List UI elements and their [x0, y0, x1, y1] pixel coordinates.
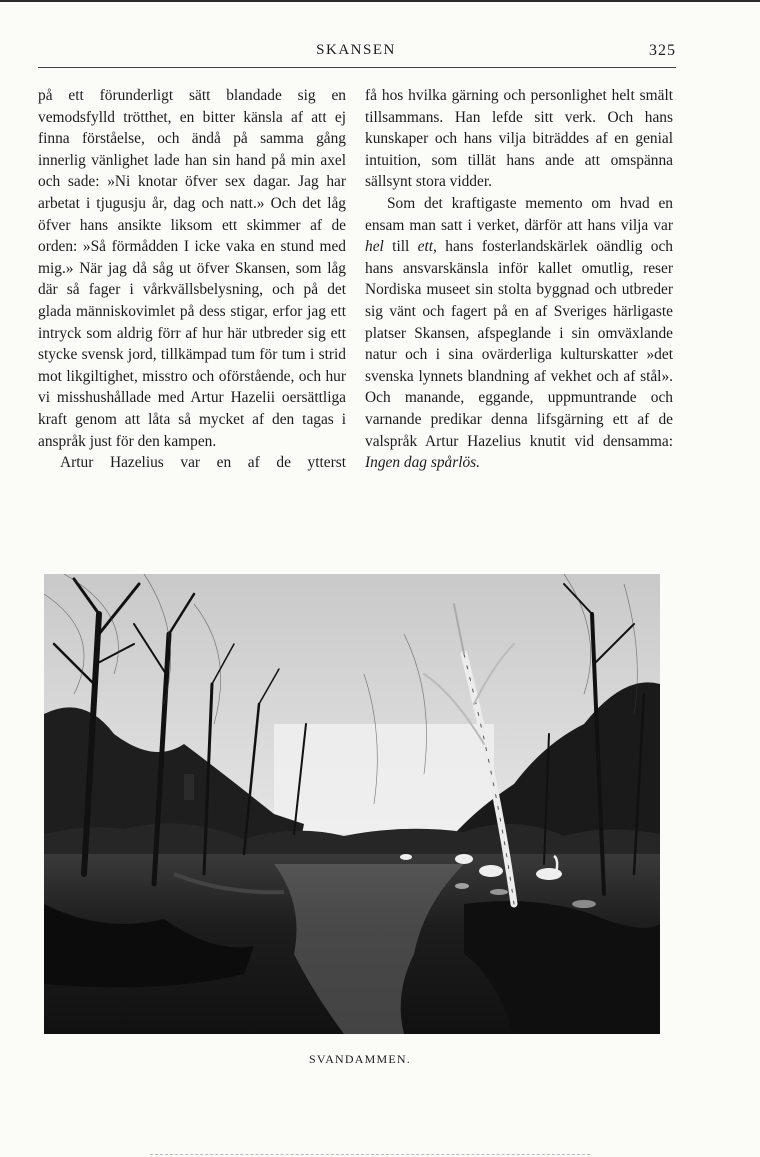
running-header: [36, 42, 676, 66]
left-paragraph-2: Artur Hazelius var en af de ytterst: [60, 454, 346, 472]
figure-caption: SVANDAMMEN.: [309, 1052, 411, 1066]
paragraph-text: hans fosterlandskärlek oändlig och hans ansvarskänsla inför kallet omutlig, reser Nordiska museet sin stolta byggnad och utbreder sig vänt och fagert på en af Sveriges härligaste platser Skansen, afspeglande i sin omväxlande natur och i sina ovärderliga kulturskatter »det svenska lynnets blandning af vekhet och af stål». Och manande, eggande, uppmuntrande och varnande predikar denna lifsgärning ett af de valspråk Artur Hazelius knutit vid densamma:: [365, 238, 673, 450]
paragraph-text: Som det kraftigaste memento om hvad en ensam man satt i verket, därför att hans vilja var: [365, 194, 673, 234]
right-paragraph-1: få hos hvilka gärning och personlighet helt smält tillsammans. Han lefde sitt verk. Och hans kunskaper och hans vilja biträddes af en genial intuition, som tillät hans ande att omspänna sällsynt stora vidder.: [365, 87, 673, 191]
emphasis-hel: hel: [365, 238, 384, 256]
left-paragraph-1: på ett förunderligt sätt blandade sig en vemodsfylld trötthet, en bitter känsla af att ej finna förståelse, och ändå på samma gång innerlig vänlighet lade han sin hand på min axel och sade: »Ni knotar öfver sex dagar. Jag har arbetat i tjugusju år, dag och natt.» Och det låg öfver hans ansikte liksom ett skimmer af de orden: »Så förmådden I icke vaka en stund med mig.» När jag då såg ut öfver Skansen, som låg där så fager i vårkvällsbelysning, och på det glada människovimlet på dess stigar, erfor jag ett intryck som aldrig förr af hur här utbreder sig ett stycke svensk jord, tillkämpad tum för tum i strid mot likgiltighet, misstro och oförstående, och hur vi misshushållade med Artur Hazelii oersättliga kraft genom att låta så mycket af den tagas i anspråk just för den kampen.: [38, 87, 346, 450]
left-column: [38, 85, 346, 474]
motto-ingen-dag-sparlos: Ingen dag spårlös.: [365, 454, 481, 472]
page-number: 325: [649, 42, 676, 59]
right-paragraph-2: [365, 193, 673, 474]
emphasis-ett: ett,: [417, 238, 437, 256]
running-title: SKANSEN: [316, 42, 396, 58]
photo-illustration: [44, 574, 660, 1034]
paragraph-text: till: [383, 238, 418, 256]
top-edge-rule: [0, 0, 760, 2]
right-column: [365, 85, 673, 474]
header-rule: [38, 67, 676, 68]
swan-pond-photograph: [44, 574, 660, 1034]
